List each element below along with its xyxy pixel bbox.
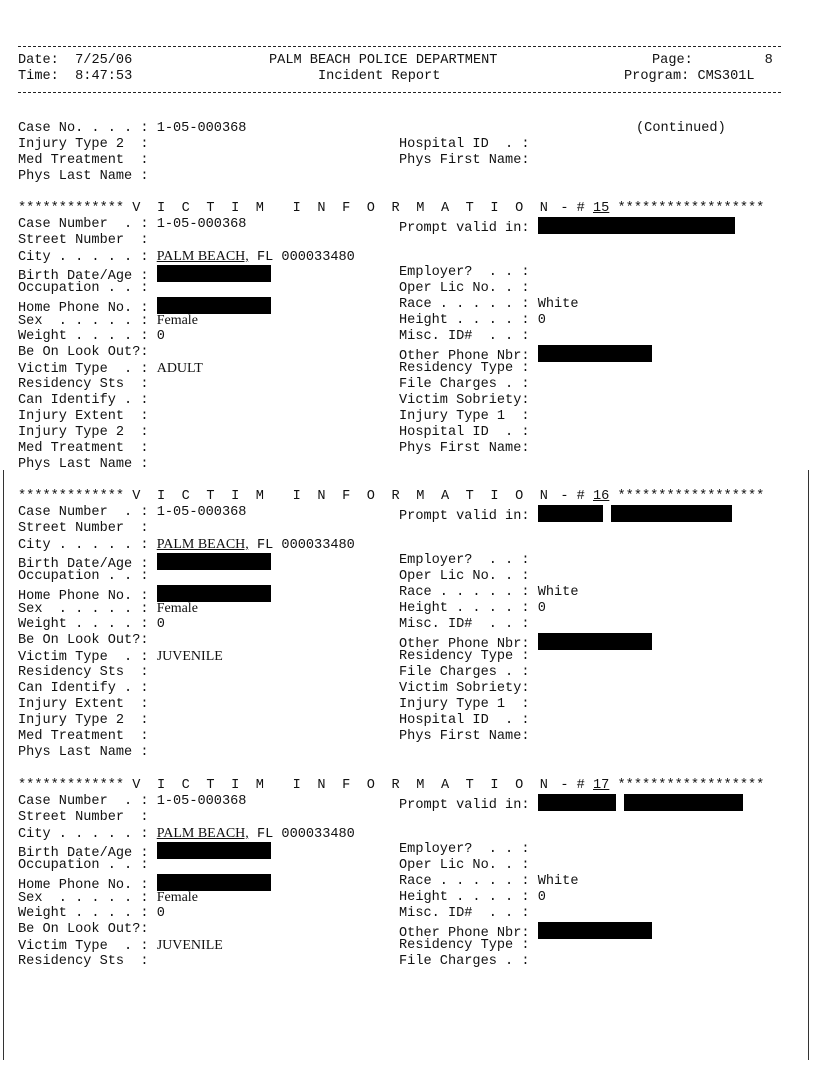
home-phone-label: Home Phone No. :: [18, 878, 149, 893]
case-no-value: 1-05-000368: [156, 121, 247, 136]
banner-hash: - #: [560, 778, 585, 793]
victim-17-employer: Employer? . . :: [399, 842, 530, 857]
victim-17-street: Street Number :: [18, 810, 149, 825]
victim-17-residency-sts: Residency Sts :: [18, 954, 149, 969]
height-value: 0: [537, 601, 546, 616]
victim-15-street: Street Number :: [18, 233, 149, 248]
banner-hash: - #: [560, 489, 585, 504]
victim-15-banner: [18, 201, 764, 217]
victim-15-oper-lic: Oper Lic No. . :: [399, 281, 530, 296]
victim-16-type: [18, 649, 223, 665]
victim-16-weight: [18, 617, 165, 633]
prompt-label: Prompt valid in:: [399, 221, 530, 236]
victim-17-banner: [18, 778, 764, 794]
banner-victim: V I C T I M: [132, 201, 269, 216]
height-label: Height . . . . :: [399, 890, 530, 905]
banner-stars-left: *************: [18, 489, 125, 504]
victim-15-occupation: Occupation . . :: [18, 281, 149, 296]
city-label: City . . . . . :: [18, 538, 149, 553]
weight-value: 0: [156, 906, 165, 921]
page-label: Page:: [652, 53, 693, 68]
victim-17-race: [399, 874, 579, 890]
race-value: White: [537, 297, 579, 312]
victim-15-phys-first: Phys First Name:: [399, 441, 530, 456]
victim-17-other-phone: [399, 922, 652, 941]
height-value: 0: [537, 890, 546, 905]
victim-15-home-phone: [18, 297, 271, 316]
banner-information: I N F O R M A T I O N: [292, 201, 553, 216]
victim-17-residency-type: Residency Type :: [399, 938, 530, 953]
case-number-value: 1-05-000368: [156, 505, 247, 520]
victim-15-prompt: [399, 217, 735, 236]
victim-15-type: [18, 361, 203, 377]
header-bottom-rule: [18, 92, 781, 93]
city-name: PALM BEACH,: [156, 537, 249, 552]
redaction-block: [157, 842, 271, 859]
victim-16-street: Street Number :: [18, 521, 149, 536]
page-row: [652, 53, 773, 69]
program-label: Program:: [624, 69, 690, 84]
redaction-block: [611, 505, 732, 522]
case-no-label: Case No. . . . :: [18, 121, 149, 136]
height-label: Height . . . . :: [399, 601, 530, 616]
banner-stars-left: *************: [18, 201, 125, 216]
banner-victim: V I C T I M: [132, 778, 269, 793]
header-date-row: [18, 53, 132, 69]
cont-injury-type2: Injury Type 2 :: [18, 137, 149, 152]
city-state-zip: FL 000033480: [256, 827, 355, 842]
weight-label: Weight . . . . :: [18, 906, 149, 921]
redaction-block: [538, 505, 603, 522]
victim-number: 16: [593, 489, 610, 504]
cont-phys-first: Phys First Name:: [399, 153, 530, 168]
race-value: White: [537, 874, 579, 889]
report-time: 8:47:53: [75, 69, 133, 84]
banner-victim: V I C T I M: [132, 489, 269, 504]
victim-15-weight: [18, 329, 165, 345]
victim-type-label: Victim Type . :: [18, 939, 149, 954]
redaction-block: [157, 874, 271, 891]
header-top-rule: [18, 46, 781, 47]
victim-16-sex: [18, 601, 198, 617]
redaction-block: [157, 553, 271, 570]
banner-stars-right: ******************: [617, 489, 765, 504]
birth-label: Birth Date/Age :: [18, 557, 149, 572]
banner-hash: - #: [560, 201, 585, 216]
victim-16-med-treatment: Med Treatment :: [18, 729, 149, 744]
city-state-zip: FL 000033480: [256, 538, 355, 553]
birth-label: Birth Date/Age :: [18, 269, 149, 284]
other-phone-label: Other Phone Nbr:: [399, 637, 530, 652]
race-label: Race . . . . . :: [399, 874, 530, 889]
victim-15-bolo: Be On Look Out?:: [18, 345, 149, 360]
victim-17-oper-lic: Oper Lic No. . :: [399, 858, 530, 873]
victim-16-birth: [18, 553, 271, 572]
city-state-zip: FL 000033480: [256, 250, 355, 265]
date-label: Date:: [18, 53, 59, 68]
weight-label: Weight . . . . :: [18, 329, 149, 344]
redaction-block: [538, 794, 616, 811]
victim-17-height: [399, 890, 546, 906]
redaction-block: [157, 585, 271, 602]
cont-phys-last: Phys Last Name :: [18, 169, 149, 184]
victim-15-injury-type2: Injury Type 2 :: [18, 425, 149, 440]
victim-16-case-number: [18, 505, 246, 521]
sex-label: Sex . . . . . :: [18, 314, 149, 329]
victim-17-home-phone: [18, 874, 271, 893]
victim-15-city: [18, 249, 355, 265]
height-label: Height . . . . :: [399, 313, 530, 328]
continued-note: (Continued): [636, 121, 726, 136]
race-label: Race . . . . . :: [399, 297, 530, 312]
victim-17-prompt: [399, 794, 743, 813]
victim-15-case-number: [18, 217, 246, 233]
case-number-value: 1-05-000368: [156, 794, 247, 809]
victim-15-hospital-id: Hospital ID . :: [399, 425, 530, 440]
victim-15-residency-type: Residency Type :: [399, 361, 530, 376]
sex-value: Female: [156, 313, 198, 328]
victim-16-banner: [18, 489, 764, 505]
victim-16-home-phone: [18, 585, 271, 604]
victim-16-employer: Employer? . . :: [399, 553, 530, 568]
sex-label: Sex . . . . . :: [18, 602, 149, 617]
weight-value: 0: [156, 329, 165, 344]
victim-16-sobriety: Victim Sobriety:: [399, 681, 530, 696]
victim-type-label: Victim Type . :: [18, 362, 149, 377]
victim-15-injury-type1: Injury Type 1 :: [399, 409, 530, 424]
victim-17-file-charges: File Charges . :: [399, 954, 530, 969]
victim-16-injury-type1: Injury Type 1 :: [399, 697, 530, 712]
department-name: PALM BEACH POLICE DEPARTMENT: [269, 53, 498, 68]
sex-value: Female: [156, 890, 198, 905]
program-code: CMS301L: [697, 69, 755, 84]
victim-17-case-number: [18, 794, 246, 810]
city-label: City . . . . . :: [18, 827, 149, 842]
city-label: City . . . . . :: [18, 250, 149, 265]
city-name: PALM BEACH,: [156, 249, 249, 264]
scan-edge-right: [808, 470, 809, 1060]
victim-16-phys-last: Phys Last Name :: [18, 745, 149, 760]
victim-type-value: ADULT: [156, 361, 203, 376]
victim-type-label: Victim Type . :: [18, 650, 149, 665]
scan-edge-left: [3, 470, 4, 1060]
time-label: Time:: [18, 69, 59, 84]
redaction-block: [157, 265, 271, 282]
victim-type-value: JUVENILE: [156, 649, 223, 664]
victim-16-oper-lic: Oper Lic No. . :: [399, 569, 530, 584]
victim-16-injury-extent: Injury Extent :: [18, 697, 149, 712]
victim-16-file-charges: File Charges . :: [399, 665, 530, 680]
victim-16-can-identify: Can Identify . :: [18, 681, 149, 696]
victim-15-sobriety: Victim Sobriety:: [399, 393, 530, 408]
header-time-row: [18, 69, 132, 85]
cont-med-treatment: Med Treatment :: [18, 153, 149, 168]
victim-number: 15: [593, 201, 610, 216]
race-value: White: [537, 585, 579, 600]
victim-15-med-treatment: Med Treatment :: [18, 441, 149, 456]
case-number-value: 1-05-000368: [156, 217, 247, 232]
height-value: 0: [537, 313, 546, 328]
redaction-block: [538, 345, 652, 362]
victim-17-misc-id: Misc. ID# . . :: [399, 906, 530, 921]
redaction-block: [624, 794, 743, 811]
victim-15-phys-last: Phys Last Name :: [18, 457, 149, 472]
banner-stars-left: *************: [18, 778, 125, 793]
victim-16-residency-sts: Residency Sts :: [18, 665, 149, 680]
prompt-label: Prompt valid in:: [399, 509, 530, 524]
victim-17-sex: [18, 890, 198, 906]
victim-17-occupation: Occupation . . :: [18, 858, 149, 873]
weight-label: Weight . . . . :: [18, 617, 149, 632]
victim-15-residency-sts: Residency Sts :: [18, 377, 149, 392]
victim-15-race: [399, 297, 579, 313]
redaction-block: [538, 217, 735, 234]
case-number-label: Case Number . :: [18, 505, 149, 520]
victim-15-height: [399, 313, 546, 329]
victim-17-city: [18, 826, 355, 842]
sex-label: Sex . . . . . :: [18, 891, 149, 906]
victim-16-other-phone: [399, 633, 652, 652]
victim-17-birth: [18, 842, 271, 861]
victim-16-residency-type: Residency Type :: [399, 649, 530, 664]
victim-17-type: [18, 938, 223, 954]
page-number: 8: [764, 53, 773, 68]
sex-value: Female: [156, 601, 198, 616]
victim-16-injury-type2: Injury Type 2 :: [18, 713, 149, 728]
weight-value: 0: [156, 617, 165, 632]
redaction-block: [538, 633, 652, 650]
victim-15-employer: Employer? . . :: [399, 265, 530, 280]
victim-17-bolo: Be On Look Out?:: [18, 922, 149, 937]
other-phone-label: Other Phone Nbr:: [399, 926, 530, 941]
cont-case-row: [18, 121, 246, 137]
victim-15-misc-id: Misc. ID# . . :: [399, 329, 530, 344]
cont-hospital-id: Hospital ID . :: [399, 137, 530, 152]
victim-16-race: [399, 585, 579, 601]
victim-15-birth: [18, 265, 271, 284]
victim-16-city: [18, 537, 355, 553]
redaction-block: [157, 297, 271, 314]
victim-16-height: [399, 601, 546, 617]
case-number-label: Case Number . :: [18, 217, 149, 232]
victim-15-other-phone: [399, 345, 652, 364]
race-label: Race . . . . . :: [399, 585, 530, 600]
home-phone-label: Home Phone No. :: [18, 301, 149, 316]
city-name: PALM BEACH,: [156, 826, 249, 841]
victim-15-file-charges: File Charges . :: [399, 377, 530, 392]
birth-label: Birth Date/Age :: [18, 846, 149, 861]
victim-type-value: JUVENILE: [156, 938, 223, 953]
home-phone-label: Home Phone No. :: [18, 589, 149, 604]
case-number-label: Case Number . :: [18, 794, 149, 809]
victim-15-can-identify: Can Identify . :: [18, 393, 149, 408]
victim-16-hospital-id: Hospital ID . :: [399, 713, 530, 728]
other-phone-label: Other Phone Nbr:: [399, 349, 530, 364]
victim-16-prompt: [399, 505, 732, 524]
prompt-label: Prompt valid in:: [399, 798, 530, 813]
banner-information: I N F O R M A T I O N: [292, 778, 553, 793]
program-row: [624, 69, 755, 85]
banner-stars-right: ******************: [617, 201, 765, 216]
victim-16-bolo: Be On Look Out?:: [18, 633, 149, 648]
banner-information: I N F O R M A T I O N: [292, 489, 553, 504]
report-title: Incident Report: [318, 69, 441, 84]
victim-17-weight: [18, 906, 165, 922]
victim-15-sex: [18, 313, 198, 329]
victim-16-misc-id: Misc. ID# . . :: [399, 617, 530, 632]
redaction-block: [538, 922, 652, 939]
victim-16-phys-first: Phys First Name:: [399, 729, 530, 744]
banner-stars-right: ******************: [617, 778, 765, 793]
victim-15-injury-extent: Injury Extent :: [18, 409, 149, 424]
victim-number: 17: [593, 778, 610, 793]
report-date: 7/25/06: [75, 53, 133, 68]
victim-16-occupation: Occupation . . :: [18, 569, 149, 584]
